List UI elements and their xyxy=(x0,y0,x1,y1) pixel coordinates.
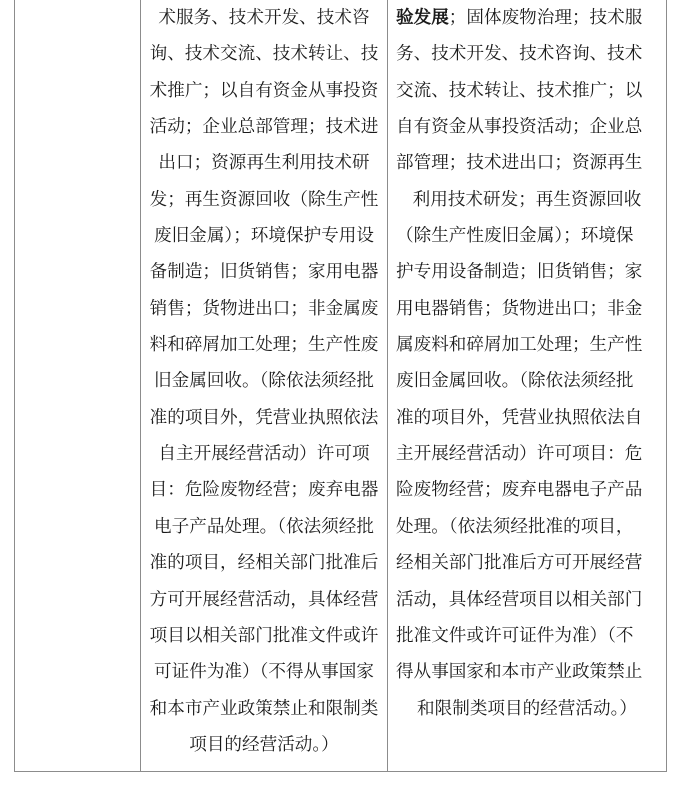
original-text-line: 项目的经营活动。） xyxy=(189,734,339,755)
original-text-line: 自主开展经营活动）许可项 xyxy=(158,444,370,465)
comparison-table xyxy=(14,0,667,772)
revised-text-line: 准的项目外，凭营业执照依法自 xyxy=(396,407,643,428)
original-text-lines xyxy=(141,0,387,763)
revised-text-line: 利用技术研发；再生资源回收 xyxy=(412,189,642,210)
revised-text-line: （除生产性废旧金属）；环境保 xyxy=(396,226,634,247)
revised-text-line: 得从事国家和本市产业政策禁止 xyxy=(396,662,643,683)
revised-text-continuation: ；固体废物治理；技术服 xyxy=(448,8,643,28)
original-text-line: 术推广；以自有资金从事投资 xyxy=(149,80,379,101)
revised-text-line: 护专用设备制造；旧货销售；家 xyxy=(396,262,643,283)
revised-text-line: 部管理；技术进出口；资源再生 xyxy=(396,153,643,174)
revised-text-line: 主开展经营活动）许可项目：危 xyxy=(396,444,643,465)
revised-text-line: 经相关部门批准后方可开展经营 xyxy=(396,553,643,574)
original-text-line: 可证件为准）（不得从事国家 xyxy=(154,662,374,683)
original-text-cell xyxy=(141,0,388,772)
original-text-line: 准的项目，经相关部门批准后 xyxy=(149,553,379,574)
revised-text-line: 属废料和碎屑加工处理；生产性 xyxy=(396,335,643,356)
revised-text-line: 活动，具体经营项目以相关部门 xyxy=(396,589,643,610)
revised-text-line: 用电器销售；货物进出口；非金 xyxy=(396,298,643,319)
original-text-line: 活动；企业总部管理；技术进 xyxy=(149,117,379,138)
revised-text-line xyxy=(388,0,666,36)
original-text-line: 销售；货物进出口；非金属废 xyxy=(149,298,379,319)
revised-text-line: 务、技术开发、技术咨询、技术 xyxy=(396,44,643,65)
revised-text-line: 交流、技术转让、技术推广；以 xyxy=(396,80,643,101)
original-text-line: 电子产品处理。（依法须经批 xyxy=(154,516,374,537)
revised-text-cell xyxy=(388,0,667,772)
revised-bold-text: 验发展 xyxy=(396,7,449,28)
revised-text-line: 自有资金从事投资活动；企业总 xyxy=(396,117,643,138)
revised-text-lines xyxy=(388,0,666,727)
original-text-line: 项目以相关部门批准文件或许 xyxy=(149,625,379,646)
original-text-line: 和本市产业政策禁止和限制类 xyxy=(149,698,379,719)
original-text-line: 出口；资源再生利用技术研 xyxy=(158,153,370,174)
revised-text-line: 废旧金属回收。（除依法须经批 xyxy=(396,371,634,392)
revised-text-line: 和限制类项目的经营活动。） xyxy=(417,698,637,719)
revised-text-line: 处理。（依法须经批准的项目， xyxy=(396,516,634,537)
original-text-line: 询、技术交流、技术转让、技 xyxy=(149,44,379,65)
original-text-line: 废旧金属）；环境保护专用设 xyxy=(154,226,374,247)
label-cell xyxy=(15,0,141,772)
original-text-line: 术服务、技术开发、技术咨 xyxy=(158,8,370,28)
table-row xyxy=(15,0,667,772)
original-text-line: 准的项目外，凭营业执照依法 xyxy=(149,407,379,428)
original-text-line: 目：危险废物经营；废弃电器 xyxy=(149,480,379,501)
original-text-line: 旧金属回收。（除依法须经批 xyxy=(154,371,374,392)
revised-text-line: 批准文件或许可证件为准）（不 xyxy=(396,625,634,646)
original-text-line: 备制造；旧货销售；家用电器 xyxy=(149,262,379,283)
original-text-line: 料和碎屑加工处理；生产性废 xyxy=(149,335,379,356)
original-text-line: 发；再生资源回收（除生产性 xyxy=(149,189,379,210)
original-text-line: 方可开展经营活动，具体经营 xyxy=(149,589,379,610)
revised-text-line: 险废物经营；废弃电器电子产品 xyxy=(396,480,643,501)
